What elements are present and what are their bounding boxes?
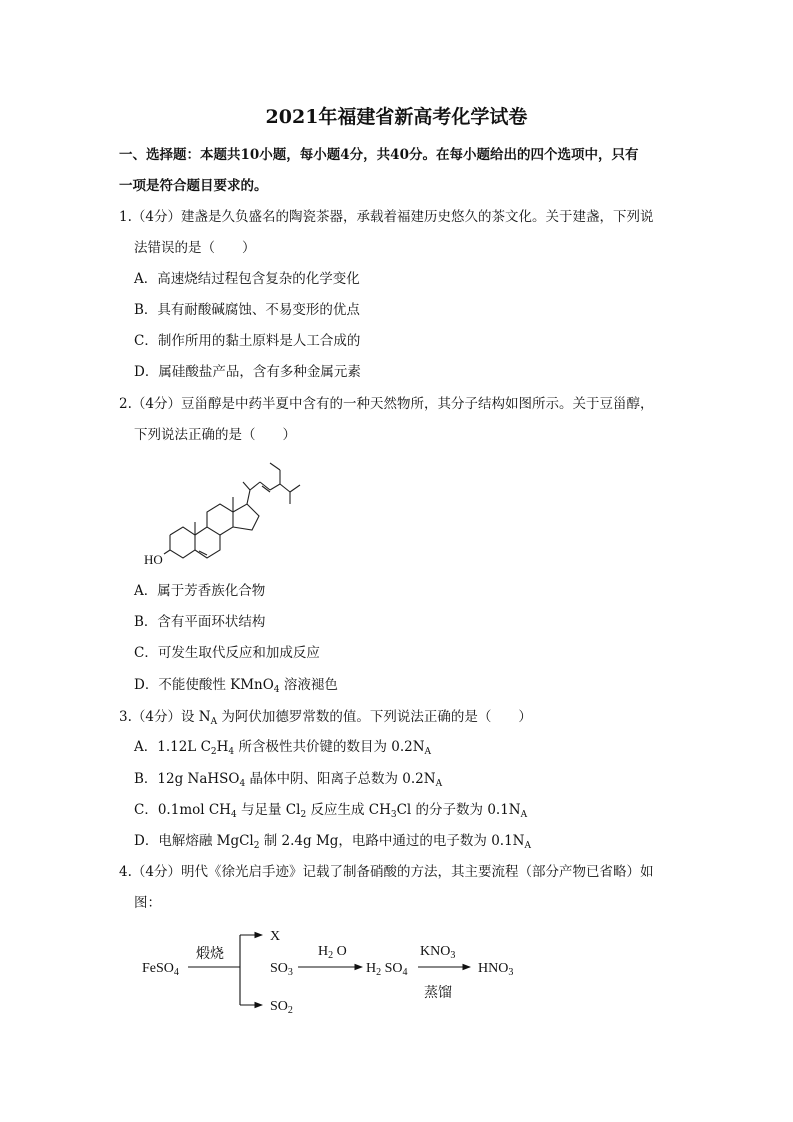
option-label: A．: [134, 583, 158, 599]
hydroxyl-label: HO: [144, 552, 163, 567]
option-text: 所含极性共价键的数目为 0.2N: [234, 739, 425, 755]
option-text: 1.12L C: [157, 739, 211, 755]
option-label: B．: [134, 771, 158, 787]
option-label: A．: [134, 271, 158, 287]
question-4-stem: [119, 863, 653, 881]
option-label: D．: [134, 364, 159, 380]
option-text: 含有平面环状结构: [157, 614, 266, 630]
option-text: 制作所用的黏土原料是人工合成的: [157, 333, 361, 349]
question-text: （4分）设 N: [131, 709, 211, 725]
subscript: 2: [210, 747, 217, 757]
option-text: 0.1mol CH: [157, 802, 231, 818]
question-3-option-c[interactable]: [134, 801, 527, 819]
section-header-line2: 一项是符合题目要求的。: [119, 178, 268, 194]
option-label: C．: [134, 333, 158, 349]
reagent-h2o: $H_2$ O: [318, 944, 347, 961]
option-text: 12g NaHSO: [157, 771, 240, 787]
option-text: 反应生成 CH: [306, 802, 391, 818]
option-text: 属硅酸盐产品，含有多种金属元素: [158, 364, 361, 380]
question-3-option-a[interactable]: [134, 738, 431, 756]
option-text: 属于芳香族化合物: [157, 583, 266, 599]
question-1-option-a[interactable]: [134, 270, 360, 288]
option-text: 制 2.4g Mg，电路中通过的电子数为 0.1N: [259, 833, 525, 849]
question-text: （4分）豆甾醇是中药半夏中含有的一种天然物所，其分子结构如图所示。关于豆甾醇，: [131, 396, 654, 412]
subscript: 2: [253, 841, 260, 851]
question-2-option-a[interactable]: [134, 582, 265, 600]
question-text: 为阿伏加德罗常数的值。下列说法正确的是（ ）: [217, 709, 532, 725]
option-label: B．: [134, 614, 158, 630]
option-label: C．: [134, 645, 158, 661]
subscript: A: [435, 779, 443, 789]
question-1-option-b[interactable]: [134, 301, 360, 319]
question-2-stem: [119, 395, 653, 413]
option-text: 不能使酸性 KMnO: [158, 677, 274, 693]
product-x: X: [270, 929, 281, 944]
question-2-option-d[interactable]: [134, 676, 338, 694]
subscript: 2: [300, 810, 307, 820]
section-header-line1: 一、选择题：本题共10小题，每小题4分，共40分。在每小题给出的四个选项中，只有: [119, 147, 639, 163]
option-text: H: [216, 739, 229, 755]
option-label: D．: [134, 833, 159, 849]
question-2-stem-cont: 下列说法正确的是（ ）: [134, 427, 296, 443]
question-number: 1.: [119, 209, 132, 225]
question-1-option-c[interactable]: [134, 332, 360, 350]
question-3-option-b[interactable]: [134, 770, 442, 788]
subscript: A: [520, 810, 528, 820]
question-2-option-b[interactable]: [134, 613, 265, 631]
option-label: B．: [134, 302, 158, 318]
question-number: 2.: [119, 396, 132, 412]
option-text: 电解熔融 MgCl: [158, 833, 254, 849]
subscript: 4: [228, 747, 235, 757]
question-number: 3.: [119, 709, 132, 725]
question-1-stem-cont: 法错误的是（ ）: [134, 240, 256, 256]
step-calcination-label: 煅烧: [196, 947, 224, 962]
question-text: （4分）明代《徐光启手迹》记载了制备硝酸的方法，其主要流程（部分产物已省略）如: [131, 864, 654, 880]
intermediate-h2so4: $H_2$ $SO_4$: [366, 961, 408, 978]
nitric-acid-process-flow-diagram: [130, 915, 530, 1025]
question-4-stem-cont: 图：: [134, 895, 161, 911]
question-3-stem: [119, 708, 532, 726]
option-text: Cl 的分子数为 0.1N: [396, 802, 521, 818]
option-text: 溶液褪色: [279, 677, 338, 693]
subscript: 4: [230, 810, 237, 820]
subscript: A: [424, 747, 432, 757]
subscript: A: [210, 717, 218, 727]
question-text: （4分）建盏是久负盛名的陶瓷茶器，承载着福建历史悠久的茶文化。关于建盏，下列说: [131, 209, 654, 225]
option-label: C．: [134, 802, 158, 818]
stigmasterol-structure-figure: [130, 452, 330, 577]
step-distillation-label: 蒸馏: [424, 986, 452, 1001]
question-1-option-d[interactable]: [134, 363, 361, 381]
option-text: 晶体中阴、阳离子总数为 0.2N: [245, 771, 436, 787]
reagent-kno3: $KNO_3$: [420, 944, 456, 961]
subscript: A: [524, 841, 531, 851]
question-2-option-c[interactable]: [134, 644, 320, 662]
subscript: 4: [239, 779, 246, 789]
subscript: 3: [390, 810, 397, 820]
subscript: 4: [273, 685, 280, 695]
option-text: 与足量 Cl: [236, 802, 301, 818]
reactant-feso4: FeSO$_4$: [142, 961, 179, 978]
product-so2: $SO_2$: [270, 999, 293, 1016]
product-so3: $SO_3$: [270, 961, 293, 978]
option-label: A．: [134, 739, 158, 755]
question-3-option-d[interactable]: [134, 832, 531, 850]
exam-title: 2021年福建省新高考化学试卷: [265, 106, 528, 128]
product-hno3: $HNO_3$: [478, 961, 514, 978]
option-text: 高速烧结过程包含复杂的化学变化: [157, 271, 360, 287]
question-1-stem: [119, 208, 653, 226]
option-label: D．: [134, 677, 159, 693]
question-number: 4.: [119, 864, 132, 880]
option-text: 具有耐酸碱腐蚀、不易变形的优点: [157, 302, 360, 318]
option-text: 可发生取代反应和加成反应: [157, 645, 320, 661]
